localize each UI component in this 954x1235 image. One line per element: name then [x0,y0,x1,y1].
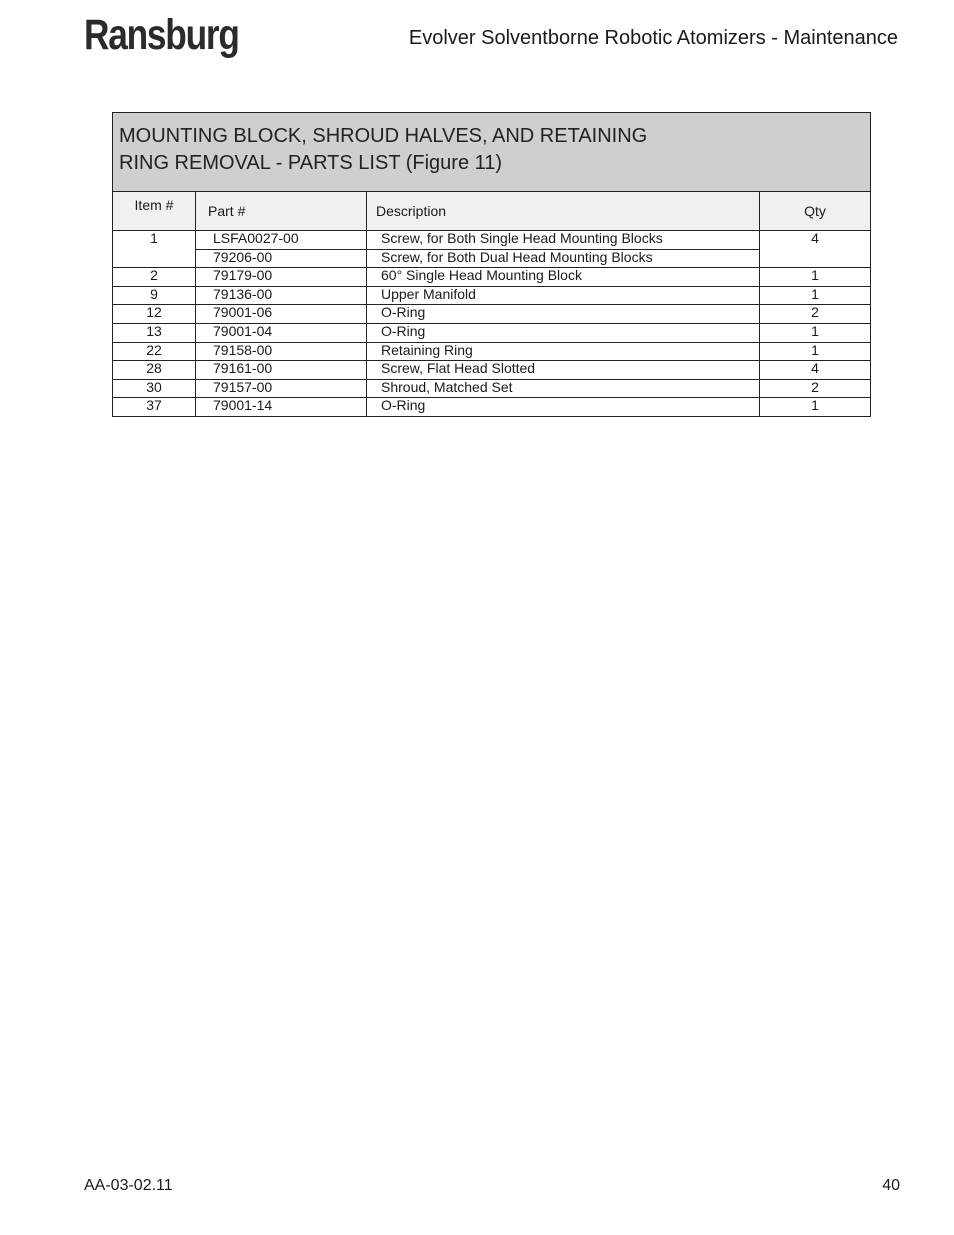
part-description: Screw, for Both Single Head Mounting Blocks [367,231,760,250]
item-number: 9 [113,286,196,305]
table-row [113,323,871,342]
part-description: Retaining Ring [367,342,760,361]
part-number: 79001-06 [196,305,367,324]
item-number: 13 [113,323,196,342]
table-row [113,305,871,324]
table-row [113,249,871,268]
table-title-line-1: MOUNTING BLOCK, SHROUD HALVES, AND RETAINING [119,125,648,147]
part-qty: 4 [760,231,871,268]
document-title: Evolver Solventborne Robotic Atomizers - Maintenance [408,27,898,49]
column-header-part: Part # [196,192,367,231]
part-number: 79161-00 [196,361,367,380]
part-number: 79157-00 [196,379,367,398]
table-title [113,113,871,192]
part-description: Upper Manifold [367,286,760,305]
table-row [113,398,871,417]
page-number: 40 [882,1177,900,1194]
part-number: 79179-00 [196,268,367,287]
part-description: Screw, Flat Head Slotted [367,361,760,380]
part-qty: 2 [760,379,871,398]
part-description: 60° Single Head Mounting Block [367,268,760,287]
part-qty: 4 [760,361,871,380]
part-qty: 1 [760,286,871,305]
ransburg-logo: Ransburg [84,11,239,59]
part-number: LSFA0027-00 [196,231,367,250]
table-row [113,268,871,287]
column-header-row [113,192,871,231]
part-qty: 1 [760,342,871,361]
part-number: 79158-00 [196,342,367,361]
part-description: Shroud, Matched Set [367,379,760,398]
part-qty: 1 [760,323,871,342]
document-number: AA-03-02.11 [84,1177,173,1194]
table-row [113,231,871,250]
column-header-description: Description [367,192,760,231]
item-number: 30 [113,379,196,398]
item-number: 28 [113,361,196,380]
item-number: 1 [113,231,196,268]
part-number: 79136-00 [196,286,367,305]
part-number: 79001-04 [196,323,367,342]
part-number: 79206-00 [196,249,367,268]
part-qty: 2 [760,305,871,324]
part-description: O-Ring [367,305,760,324]
table-row [113,286,871,305]
item-number: 37 [113,398,196,417]
parts-list-section [112,112,870,417]
item-number: 22 [113,342,196,361]
table-title-line-2: RING REMOVAL - PARTS LIST (Figure 11) [119,152,503,174]
table-row [113,361,871,380]
parts-list-table [112,112,871,417]
table-row [113,379,871,398]
part-number: 79001-14 [196,398,367,417]
part-description: O-Ring [367,323,760,342]
table-row [113,342,871,361]
part-description: Screw, for Both Dual Head Mounting Blocks [367,249,760,268]
column-header-item: Item # [113,192,196,231]
item-number: 12 [113,305,196,324]
part-qty: 1 [760,398,871,417]
column-header-qty: Qty [760,192,871,231]
part-description: O-Ring [367,398,760,417]
item-number: 2 [113,268,196,287]
part-qty: 1 [760,268,871,287]
